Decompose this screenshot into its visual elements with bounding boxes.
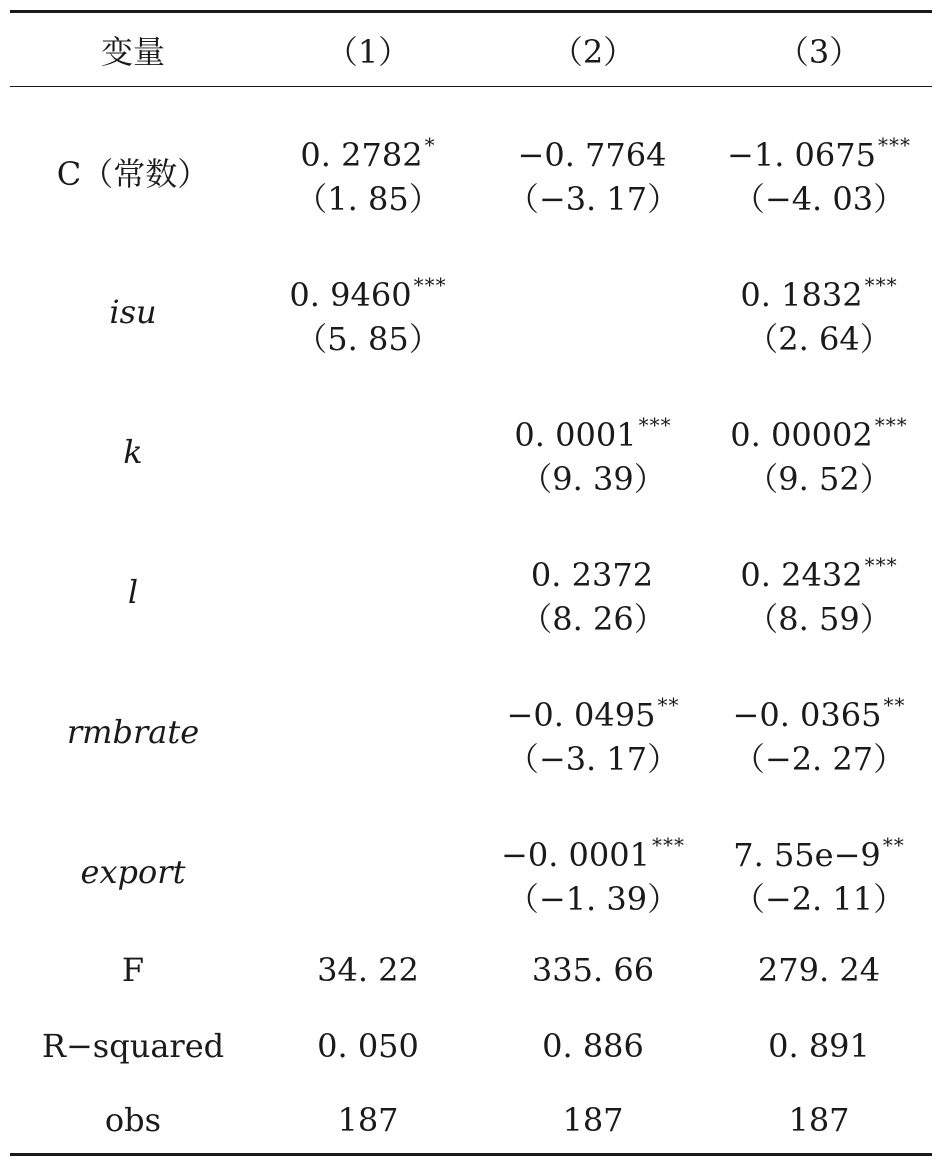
row-r-squared — [10, 1022, 932, 1070]
significance-stars: *** — [413, 273, 447, 297]
cell-model-3 — [706, 823, 932, 921]
t-statistic: （9. 39） — [520, 460, 666, 498]
stat-value: 335. 66 — [531, 951, 655, 989]
coefficient: 0. 00002 — [730, 416, 873, 454]
coefficient: −1. 0675 — [727, 136, 876, 174]
cell-model-2 — [480, 403, 706, 501]
stat-label: F — [121, 951, 145, 989]
stat-value: 0. 891 — [768, 1027, 870, 1065]
cell-model-1 — [256, 823, 480, 921]
top-rule — [10, 10, 932, 13]
coefficient: −0. 0495 — [506, 696, 656, 734]
row-k — [10, 386, 932, 518]
t-statistic: （8. 26） — [520, 600, 666, 638]
cell-model-2 — [480, 123, 706, 221]
cell-model-2 — [480, 683, 706, 781]
t-statistic: （−2. 11） — [732, 880, 906, 918]
significance-stars: *** — [877, 133, 911, 157]
row-l — [10, 526, 932, 658]
stat-value: 279. 24 — [757, 951, 881, 989]
cell-model-2 — [480, 823, 706, 921]
bottom-rule — [10, 1153, 932, 1156]
significance-stars: ** — [883, 693, 906, 717]
row-obs — [10, 1096, 932, 1144]
stat-value: 34. 22 — [317, 951, 419, 989]
variable-label: k — [123, 433, 143, 471]
cell-model-3 — [706, 543, 932, 641]
significance-stars: *** — [874, 413, 908, 437]
header-model-3: （3） — [776, 33, 862, 71]
variable-label: rmbrate — [66, 713, 200, 751]
significance-stars: *** — [864, 553, 898, 577]
variable-label: export — [80, 853, 186, 891]
cell-model-1 — [256, 543, 480, 641]
coefficient: 0. 1832 — [740, 276, 863, 314]
stat-label: obs — [104, 1101, 162, 1139]
row-rmbrate — [10, 666, 932, 798]
cell-model-1 — [256, 683, 480, 781]
header-row — [10, 14, 932, 86]
t-statistic: （2. 64） — [746, 320, 892, 358]
t-statistic: （−4. 03） — [732, 180, 906, 218]
coefficient: 0. 9460 — [289, 276, 412, 314]
t-statistic: （9. 52） — [746, 460, 892, 498]
coefficient: −0. 7764 — [517, 136, 667, 174]
stat-value: 187 — [562, 1101, 624, 1139]
t-statistic: （−3. 17） — [506, 740, 680, 778]
cell-model-2 — [480, 263, 706, 361]
header-model-1: （1） — [325, 33, 411, 71]
variable-label: C（常数） — [56, 155, 210, 193]
significance-stars: *** — [651, 833, 685, 857]
row-export — [10, 806, 932, 938]
header-model-2: （2） — [550, 33, 636, 71]
cell-model-3 — [706, 683, 932, 781]
t-statistic: （−3. 17） — [506, 180, 680, 218]
coefficient: 7. 55e−9 — [733, 836, 881, 874]
stat-value: 0. 050 — [317, 1027, 419, 1065]
cell-model-1 — [256, 123, 480, 221]
significance-stars: ** — [657, 693, 680, 717]
coefficient: 0. 2372 — [530, 556, 654, 594]
stat-label: R−squared — [41, 1027, 225, 1065]
coefficient: −0. 0365 — [732, 696, 882, 734]
stat-value: 187 — [337, 1101, 399, 1139]
cell-model-3 — [706, 403, 932, 501]
variable-label: isu — [109, 293, 157, 331]
coefficient: −0. 0001 — [501, 836, 650, 874]
cell-model-3 — [706, 263, 932, 361]
stat-value: 187 — [788, 1101, 850, 1139]
significance-stars: *** — [638, 413, 672, 437]
t-statistic: （8. 59） — [746, 600, 892, 638]
significance-stars: *** — [864, 273, 898, 297]
cell-model-1 — [256, 263, 480, 361]
variable-label: l — [127, 573, 139, 611]
t-statistic: （1. 85） — [295, 180, 441, 218]
cell-model-1 — [256, 403, 480, 501]
row-constant — [10, 106, 932, 238]
t-statistic: （−1. 39） — [506, 880, 680, 918]
significance-stars: * — [424, 133, 436, 157]
row-f-stat — [10, 946, 932, 994]
coefficient: 0. 2432 — [740, 556, 863, 594]
t-statistic: （−2. 27） — [732, 740, 906, 778]
header-rule — [10, 86, 932, 87]
significance-stars: ** — [882, 833, 905, 857]
stat-value: 0. 886 — [542, 1027, 644, 1065]
cell-model-2 — [480, 543, 706, 641]
row-isu — [10, 246, 932, 378]
header-variable: 变量 — [100, 33, 165, 71]
t-statistic: （5. 85） — [295, 320, 441, 358]
coefficient: 0. 0001 — [514, 416, 637, 454]
coefficient: 0. 2782 — [300, 136, 423, 174]
cell-model-3 — [706, 123, 932, 221]
